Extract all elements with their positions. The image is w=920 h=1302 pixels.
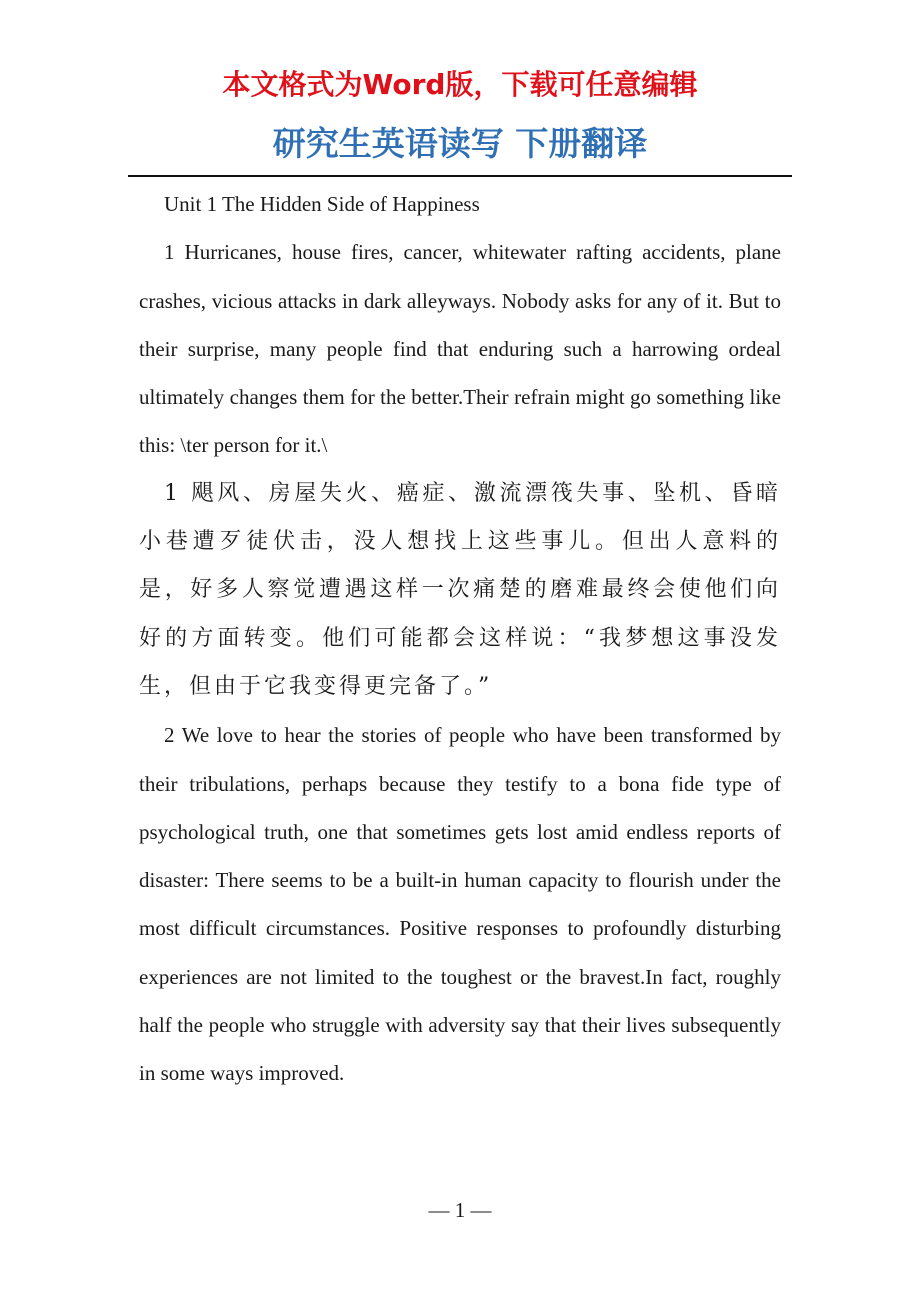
document-body [139, 180, 781, 1098]
unit-heading: Unit 1 The Hidden Side of Happiness [164, 192, 480, 216]
document-title: 研究生英语读写 下册翻译 [272, 124, 648, 163]
paragraph-1-english: 1 Hurricanes, house fires, cancer, whitewater rafting accidents, plane crashes, vicious attacks in dark alleyways. Nobody asks for any of it. But to their surprise, many people find that enduring such a harrowing ordeal ultimately changes them for the better.Their refrain might go something like this: \ter person for it.\ [139, 240, 781, 458]
format-notice-banner: 本文格式为Word版，下载可任意编辑 [222, 68, 698, 101]
page-number: — 1 — [428, 1198, 492, 1222]
paragraph-1-chinese: 1 飓风、房屋失火、癌症、激流漂筏失事、坠机、昏暗小巷遭歹徒伏击，没人想找上这些事儿。但出人意料的是，好多人察觉遭遇这样一次痛楚的磨难最终会使他们向好的方面转变。他们可能都会这样说：“我梦想这事没发生，但由于它我变得更完备了。” [139, 480, 781, 699]
paragraph-2-english: 2 We love to hear the stories of people who have been transformed by their tribulations, perhaps because they testify to a bona fide type of psychological truth, one that sometimes gets lost amid endless reports of disaster: There seems to be a built-in human capacity to flourish under the most difficult circumstances. Positive responses to profoundly disturbing experiences are not limited to the toughest or the bravest.In fact, roughly half the people who struggle with adversity say that their lives subsequently in some ways improved. [139, 723, 781, 1086]
header-divider [128, 175, 792, 177]
